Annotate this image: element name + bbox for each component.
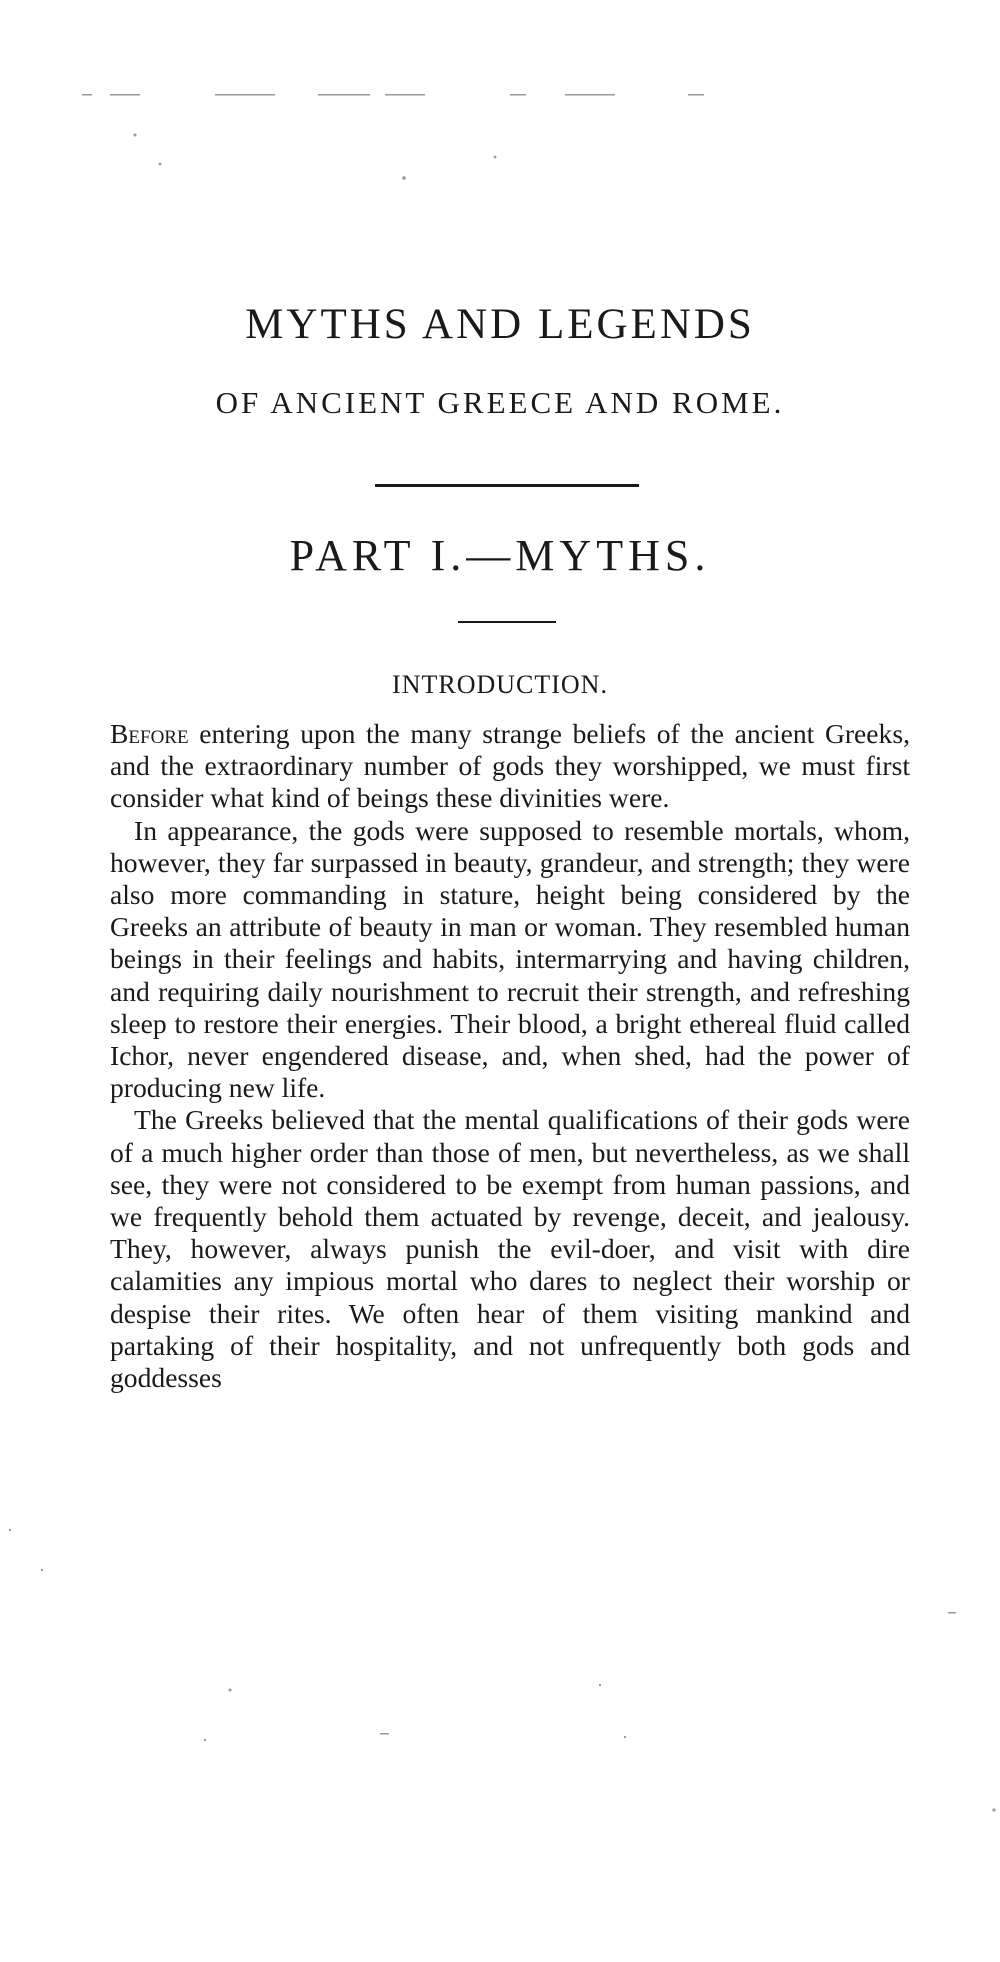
part-heading: PART I.—MYTHS.	[289, 531, 711, 580]
scan-speck	[992, 1808, 995, 1811]
scan-speck	[134, 134, 137, 137]
book-title: MYTHS AND LEGENDS	[245, 301, 755, 348]
paragraph-1-text: entering upon the many strange beliefs of the ancient Greeks, and the extraordinary number of gods they worshipped, we must first consider what kind of beings these divinities were.	[110, 718, 910, 814]
scan-speck	[599, 1684, 601, 1686]
paragraph-1-lead: Before	[110, 718, 189, 749]
book-subtitle: OF ANCIENT GREECE AND ROME.	[215, 385, 785, 420]
paragraph-2: In appearance, the gods were supposed to resemble mortals, whom, however, they far surpassed in beauty, grandeur, and strength; they were also more commanding in stature, height being considered by the Greeks an attribute of beauty in man or woman. They resembled human beings in their feelings and habits, intermarrying and having children, and requiring daily nourishment to recruit their strength, and refreshing sleep to restore their energies. Their blood, a bright ethereal fluid called Ichor, never engendered disease, and, when shed, had the power of producing new life.	[110, 814, 910, 1104]
paragraph-1	[110, 718, 910, 815]
scan-speck	[82, 94, 92, 96]
scan-speck	[159, 163, 162, 166]
scan-speck	[41, 1569, 43, 1571]
scan-speck	[688, 94, 704, 96]
scan-speck	[510, 94, 526, 96]
scan-speck	[215, 94, 275, 96]
scan-speck	[318, 94, 370, 96]
scan-speck	[494, 156, 497, 159]
part-divider	[458, 621, 556, 623]
section-heading: INTRODUCTION.	[392, 670, 608, 699]
paragraph-3: The Greeks believed that the mental qualifications of their gods were of a much higher order than those of men, but nevertheless, as we shall see, they were not considered to be exempt from human passions, and we frequently behold them actuated by revenge, deceit, and jealousy. They, however, always punish the evil-doer, and visit with dire calamities any impious mortal who dares to neglect their worship or despise their rites. We often hear of them visiting mankind and partaking of their hospitality, and not unfrequently both gods and goddesses	[110, 1104, 910, 1394]
scan-speck	[110, 94, 140, 96]
scan-speck	[385, 94, 425, 96]
scan-speck	[204, 1739, 206, 1741]
scan-speck	[229, 1689, 232, 1692]
scan-speck	[624, 1736, 626, 1738]
title-divider	[375, 484, 639, 487]
scan-speck	[402, 176, 406, 180]
scan-speck	[565, 94, 615, 96]
scan-speck	[380, 1733, 389, 1735]
body-text	[110, 718, 910, 1394]
scan-speck	[9, 1529, 11, 1531]
scan-speck	[948, 1612, 956, 1614]
